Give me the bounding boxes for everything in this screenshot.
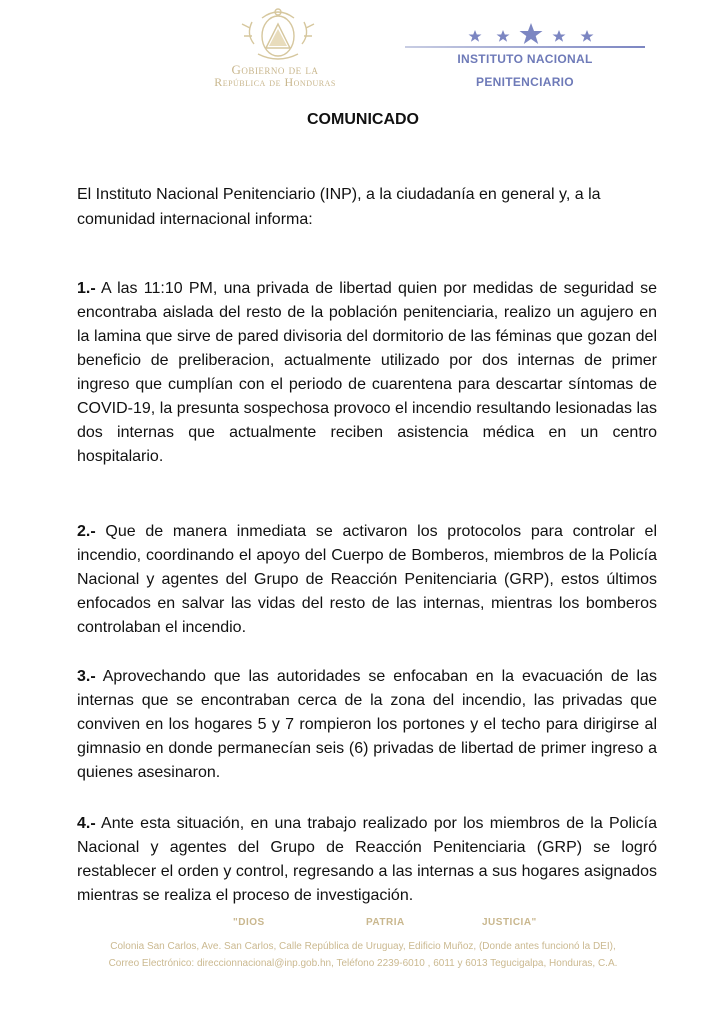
paragraph-number: 1.- xyxy=(77,280,96,297)
paragraph-1 xyxy=(77,277,657,469)
logo-divider xyxy=(405,46,645,48)
paragraph-text: Aprovechando que las autoridades se enfocaban en la evacuación de las internas que se encontraban cerca de la zona del incendio, las privadas que conviven en los hogares 5 y 7 rompieron los portones y el techo para dirigirse al gimnasio en donde permanecían seis (6) privadas de libertad de primer ingreso a quienes asesinaron. xyxy=(77,668,657,781)
motto-justicia: JUSTICIA" xyxy=(482,917,537,928)
paragraph-text: Ante esta situación, en una trabajo realizado por los miembros de la Policía Nacional y agentes del Grupo de Reacción Penitenciaria (GRP) se logró restablecer el orden y control, regresando a las internas a sus hogares asignados mientras se realiza el proceso de investigación. xyxy=(77,815,657,904)
paragraph-number: 3.- xyxy=(77,668,96,685)
government-name-line2: República de Honduras xyxy=(214,75,336,89)
stars-icon xyxy=(465,20,635,48)
paragraph-text: Que de manera inmediata se activaron los protocolos para controlar el incendio, coordinando el apoyo del Cuerpo de Bomberos, miembros de la Policía Nacional y agentes del Grupo de Reacción Penitenciaria (GRP), estos últimos enfocados en salvar las vidas del resto de las internas, mientras los bomberos controlaban el incendio. xyxy=(77,523,657,636)
letterhead xyxy=(0,0,726,100)
inp-logo xyxy=(405,20,645,95)
paragraph-3 xyxy=(77,665,657,785)
paragraph-4 xyxy=(77,812,657,908)
footer-address: Colonia San Carlos, Ave. San Carlos, Calle República de Uruguay, Edificio Muñoz, (Donde antes funcionó la DEI), xyxy=(110,941,616,952)
motto-dios: "DIOS xyxy=(233,917,265,928)
footer-contact: Correo Electrónico: direccionnacional@inp.gob.hn, Teléfono 2239-6010 , 6011 y 6013 Tegucigalpa, Honduras, C.A. xyxy=(108,958,618,969)
document-title: COMUNICADO xyxy=(307,111,419,128)
institute-name-line1: INSTITUTO NACIONAL xyxy=(457,52,593,66)
paragraph-2 xyxy=(77,520,657,640)
paragraph-text: A las 11:10 PM, una privada de libertad quien por medidas de seguridad se encontraba aislada del resto de la población penitenciaria, realizo un agujero en la lamina que sirve de pared divisoria del dormitorio de las féminas que gozan del beneficio de preliberacion, actualmente utilizado por dos internas de primer ingreso que cumplían con el periodo de cuarentena para descartar síntomas de COVID-19, la presunta sospechosa provoco el incendio resultando lesionadas las dos internas que actualmente reciben asistencia médica en un centro hospitalario. xyxy=(77,280,657,465)
intro-paragraph: El Instituto Nacional Penitenciario (INP), a la ciudadanía en general y, a la comunidad internacional informa: xyxy=(77,186,601,228)
motto-patria: PATRIA xyxy=(366,917,405,928)
paragraph-number: 4.- xyxy=(77,815,96,832)
honduras-coat-of-arms-icon xyxy=(236,4,320,66)
institute-name-line2: PENITENCIARIO xyxy=(476,75,574,89)
paragraph-number: 2.- xyxy=(77,523,96,540)
government-name-line1: Gobierno de la xyxy=(231,62,319,77)
